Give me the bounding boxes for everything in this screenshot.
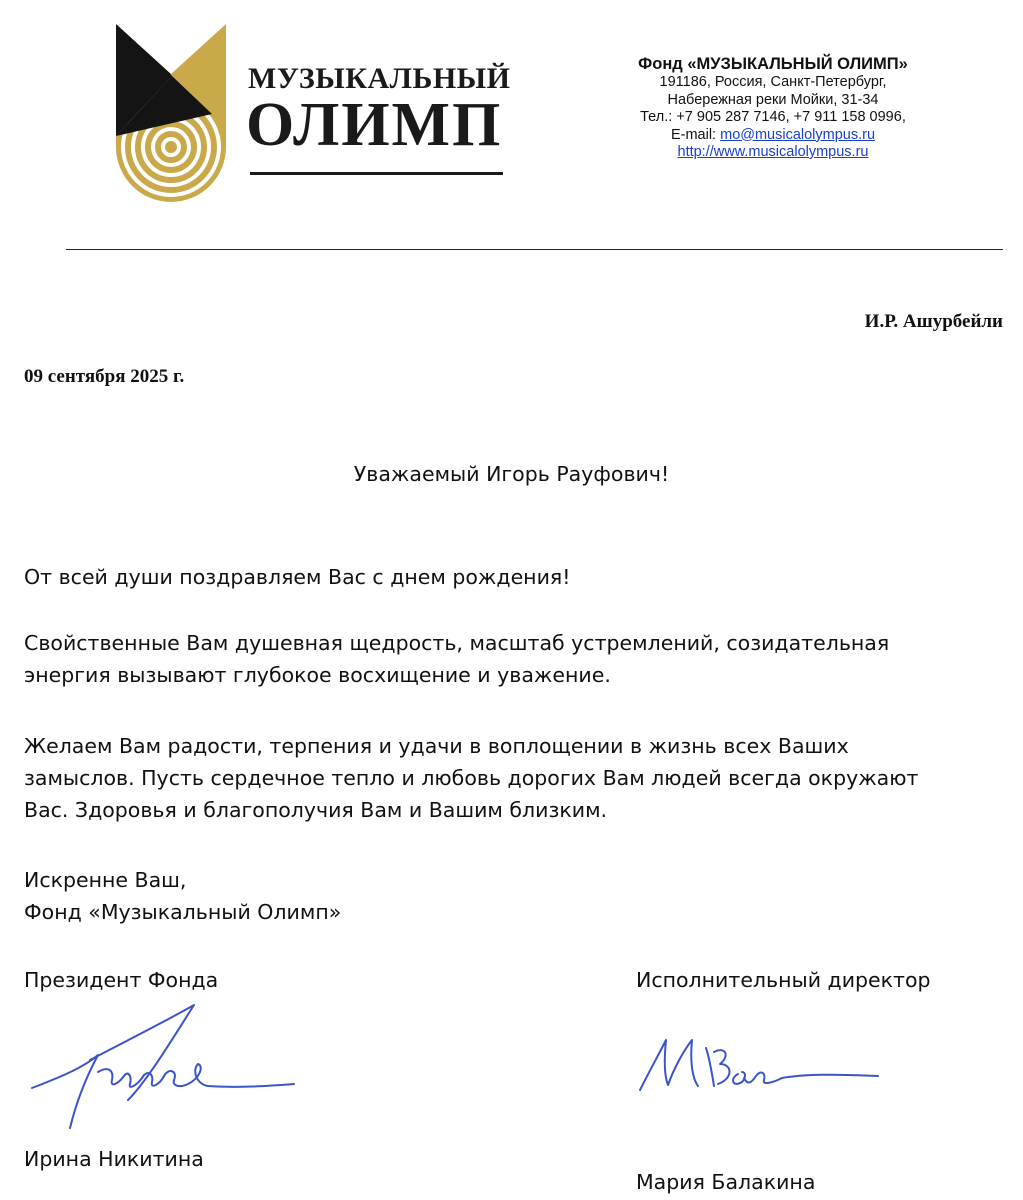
closing-line: Искренне Ваш,	[24, 868, 187, 892]
paragraph-2	[24, 627, 1014, 691]
logo-underline	[250, 172, 503, 175]
left-signature-icon	[28, 1000, 298, 1135]
address-line1: 191186, Россия, Санкт-Петербург,	[659, 74, 887, 90]
greeting: Уважаемый Игорь Рауфович!	[353, 462, 670, 486]
email-label: E-mail:	[670, 126, 721, 143]
letter-date: 09 сентября 2025 г.	[24, 366, 185, 387]
right-signatory-title: Исполнительный директор	[636, 968, 931, 992]
right-signatory-name: Мария Балакина	[636, 1170, 816, 1194]
paragraph-3-line: Желаем Вам радости, терпения и удачи в воплощении в жизнь всех Ваших	[24, 734, 849, 758]
paragraph-3-line: Вас. Здоровья и благополучия Вам и Вашим близким.	[24, 798, 608, 822]
left-signatory-name: Ирина Никитина	[24, 1147, 204, 1171]
recipient: И.Р. Ашурбейли	[864, 311, 1003, 332]
paragraph-3-line: замыслов. Пусть сердечное тепло и любовь дорогих Вам людей всегда окружают	[24, 766, 919, 790]
left-signatory-title: Президент Фонда	[24, 968, 219, 992]
logo-text-line2: ОЛИМП	[246, 91, 503, 159]
logo-mark-icon	[116, 24, 226, 202]
email-link[interactable]: mo@musicalolympus.ru	[720, 126, 876, 143]
email-line	[560, 127, 986, 145]
paragraph-3	[24, 730, 1014, 826]
paragraph-1	[24, 561, 1014, 593]
org-name: Фонд «МУЗЫКАЛЬНЫЙ ОЛИМП»	[638, 55, 908, 73]
paragraph-2-line: энергия вызывают глубокое восхищение и уважение.	[24, 663, 611, 687]
closing	[24, 864, 341, 928]
paragraph-1-line: От всей души поздравляем Вас с днем рождения!	[24, 565, 571, 589]
phone-line: Тел.: +7 905 287 7146, +7 911 158 0996,	[640, 109, 906, 125]
website-link[interactable]: http://www.musicalolympus.ru	[677, 144, 869, 160]
right-signature-icon	[634, 1030, 884, 1100]
address-line2: Набережная реки Мойки, 31-34	[667, 91, 879, 108]
paragraph-2-line: Свойственные Вам душевная щедрость, масштаб устремлений, созидательная	[24, 631, 890, 655]
logo-text-line1: МУЗЫКАЛЬНЫЙ	[248, 62, 511, 95]
contact-block	[560, 54, 986, 162]
header-divider	[66, 249, 1003, 250]
closing-line: Фонд «Музыкальный Олимп»	[24, 900, 342, 924]
